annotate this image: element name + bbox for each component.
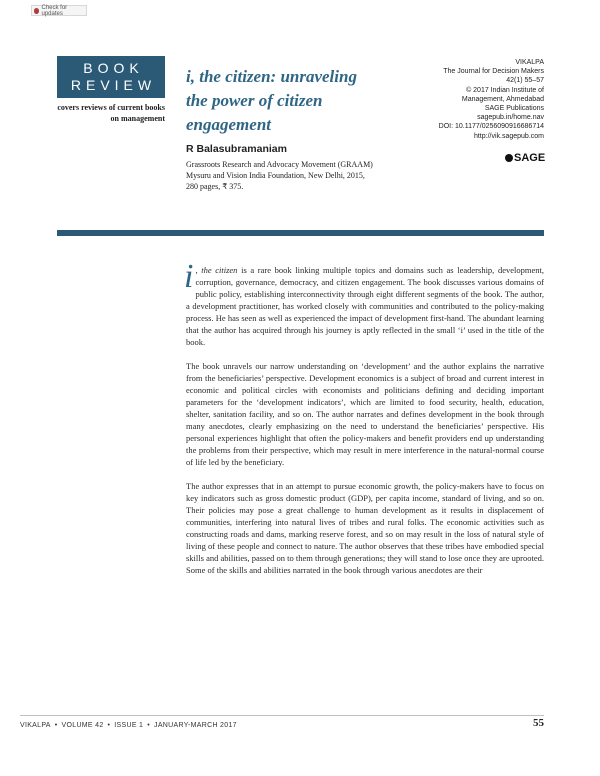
check-for-updates-badge[interactable] bbox=[31, 5, 87, 16]
journal-copyright-holder: Management, Ahmedabad bbox=[461, 95, 544, 103]
paragraph bbox=[184, 258, 544, 348]
book-author: R Balasubramaniam bbox=[186, 143, 287, 155]
journal-doi[interactable]: DOI: 10.1177/0256090916686714 bbox=[438, 123, 544, 131]
journal-copyright: © 2017 Indian Institute of bbox=[466, 86, 544, 94]
footer-journal: VIKALPA bbox=[20, 722, 51, 729]
review-body bbox=[184, 258, 544, 588]
journal-site-link[interactable]: sagepub.in/home.nav bbox=[477, 114, 544, 122]
footer-date: JANUARY-MARCH 2017 bbox=[154, 722, 237, 729]
sage-logo bbox=[505, 152, 545, 164]
journal-subtitle: The Journal for Decision Makers bbox=[443, 68, 544, 76]
update-icon bbox=[34, 8, 39, 14]
section-tagline: covers reviews of current books on management bbox=[57, 103, 165, 123]
footer-bullet: • bbox=[107, 722, 111, 729]
section-label-line1: BOOK bbox=[83, 60, 144, 76]
footer-volume: VOLUME 42 bbox=[61, 722, 104, 729]
check-for-updates-label: Check for updates bbox=[41, 4, 68, 17]
article-title bbox=[186, 65, 416, 137]
journal-url[interactable]: http://vik.sagepub.com bbox=[473, 132, 544, 140]
title-line: engagement bbox=[186, 115, 271, 134]
book-publisher-details bbox=[186, 159, 436, 192]
header-divider-bar bbox=[57, 230, 544, 236]
sage-logo-text: SAGE bbox=[514, 152, 546, 164]
page-number: 55 bbox=[533, 717, 544, 729]
book-title-inline: , the citizen bbox=[195, 265, 238, 275]
journal-name: VIKALPA bbox=[515, 59, 544, 66]
journal-issue: 42(1) 55–57 bbox=[506, 77, 544, 85]
running-footer bbox=[20, 722, 237, 729]
journal-info bbox=[408, 58, 544, 141]
publisher-line: Mysuru and Vision India Foundation, New Delhi, 2015, bbox=[186, 171, 365, 180]
sage-logo-icon bbox=[505, 154, 513, 162]
journal-publisher: SAGE Publications bbox=[484, 105, 544, 113]
title-line: the power of citizen bbox=[186, 91, 323, 110]
footer-rule bbox=[20, 715, 544, 716]
paragraph: The book unravels our narrow understanding on ‘development’ and the author explains the narrative from the beneficiaries’ perspective. Development economics is a subject of broad and current interest in economic and political circles with economists and politicians defining and deciding important parameters for the ‘development indicators’, which are limited to food security, health, education, shelter, sanitation facility, and so on. The author narrates and defines development in the book through many anecdotes, clearly emphasizing on the need to understand the beneficiaries’ perspective. His personal experiences highlight that often the policy-makers and benefit providers end up understanding the problems from their perspective, which may result in mere interference in the natural-normal course of life led by the beneficiary. bbox=[186, 361, 544, 467]
paragraph-text: is a rare book linking multiple topics and domains such as leadership, development, corruption, governance, democracy, and citizen engagement. The book discusses various domains of public policy, establishing interconnectivity through eight different segments of the book. The author, a development practitioner, has worked closely with communities and contributed to the policy-making process. He has seen as well as experienced the impact of development first-hand. The abundant learning that the author has acquired through his journey is aptly reflected in the small ‘i’ used in the title of the book. bbox=[186, 265, 544, 347]
publisher-line: Grassroots Research and Advocacy Movement (GRAAM) bbox=[186, 160, 373, 169]
footer-bullet: • bbox=[147, 722, 151, 729]
drop-cap: i bbox=[184, 258, 194, 295]
footer-issue: ISSUE 1 bbox=[114, 722, 144, 729]
title-line: i, the citizen: unraveling bbox=[186, 67, 357, 86]
publisher-line: 280 pages, ₹ 375. bbox=[186, 182, 244, 191]
section-label-line2: REVIEW bbox=[70, 77, 157, 93]
section-label-box bbox=[57, 56, 165, 98]
paragraph: The author expresses that in an attempt to pursue economic growth, the policy-makers have to focus on key indicators such as gross domestic product (GDP), per capita income, standard of living, and so on. Their policies may pose a great challenge to human development as it results in displacement of communities, interfering into natural lives of tribes and rural folks. The economic activities such as constructing roads and dams, marking reserve forest, and so on may result in the loss of natural style of living of these people and connect to nature. The author observes that these tribes have embodied special skills and abilities, passed on to them through generations; they will stand to lose once they are uprooted. Some of the skills and abilities narrated in the book through various anecdotes are their bbox=[186, 481, 544, 575]
footer-bullet: • bbox=[54, 722, 58, 729]
